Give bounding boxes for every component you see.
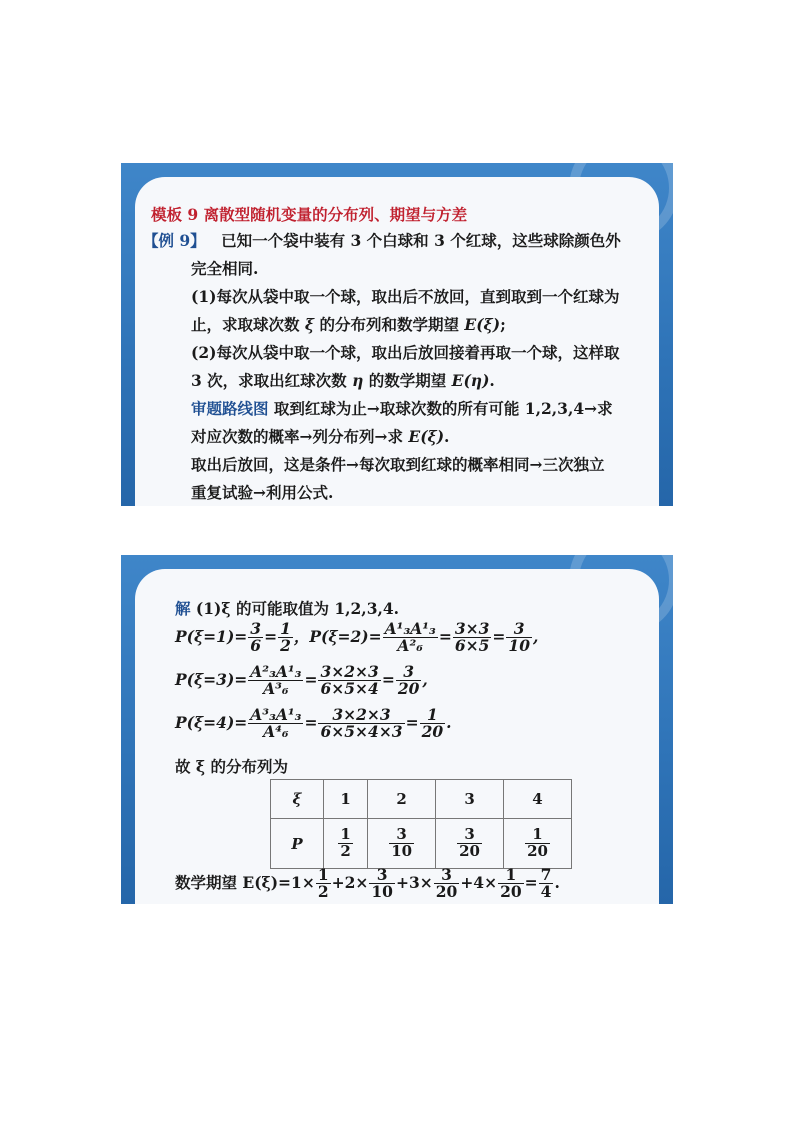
p1-lhs: P(ξ=1)= xyxy=(175,626,248,646)
fraction xyxy=(278,621,293,655)
comma: , xyxy=(532,626,539,646)
fraction xyxy=(539,867,554,901)
table-cell xyxy=(504,819,572,869)
solution-line-1 xyxy=(175,597,399,619)
denominator: 20 xyxy=(397,679,420,699)
expect-prefix: 数学期望 E(ξ)=1× xyxy=(175,872,315,892)
q2-text: 3 次，求取出红球次数 xyxy=(191,371,353,390)
route-label: 审题路线图 xyxy=(191,399,269,418)
denominator: 20 xyxy=(527,842,548,860)
question-1-line-1: (1)每次从袋中取一个球，取出后不放回，直到取到一个红球为 xyxy=(191,287,620,306)
q2-var: η xyxy=(352,371,364,390)
route-expect: E(ξ) xyxy=(408,427,445,446)
numerator: 3 xyxy=(389,827,414,844)
fraction xyxy=(396,664,422,698)
fraction xyxy=(318,664,380,698)
denominator: 10 xyxy=(391,842,413,860)
equals: = xyxy=(264,626,278,646)
prob-line-1 xyxy=(175,621,538,655)
fraction xyxy=(316,867,331,901)
denominator: 2 xyxy=(340,842,351,860)
numerator: 3 xyxy=(434,867,460,884)
expect-term: +4× xyxy=(460,872,498,892)
slide-card xyxy=(135,177,659,506)
denominator: 20 xyxy=(500,882,522,902)
fraction xyxy=(248,621,263,655)
distribution-table xyxy=(270,779,572,869)
fraction xyxy=(248,707,303,741)
denominator: 4 xyxy=(540,882,552,902)
period: . xyxy=(554,872,560,892)
table-cell: 3 xyxy=(436,780,504,819)
slide-card xyxy=(135,569,659,904)
denominator: 2 xyxy=(317,882,329,902)
question-2-line-2 xyxy=(191,369,495,391)
problem-line-1 xyxy=(143,229,621,251)
q1-text: 止，求取球次数 xyxy=(191,315,305,334)
equals: = xyxy=(304,712,318,732)
question-2-line-1: (2)每次从袋中取一个球，取出后放回接着再取一个球，这样取 xyxy=(191,343,620,362)
numerator: 3 xyxy=(250,619,262,638)
p4-lhs: P(ξ=4)= xyxy=(175,712,248,732)
table-row xyxy=(271,780,572,819)
numerator: 3×2×3 xyxy=(318,707,404,724)
numerator: 3 xyxy=(506,621,532,638)
fraction xyxy=(525,827,550,860)
numerator: 7 xyxy=(540,865,552,884)
p2-lhs: ，P(ξ=2)= xyxy=(293,626,382,646)
fraction xyxy=(498,867,524,901)
expect-term: +2× xyxy=(331,872,369,892)
route-line-3: 取出后放回，这是条件→每次取到红球的概率相同→三次独立 xyxy=(191,455,605,474)
expectation-line xyxy=(175,867,560,901)
numerator: 3 xyxy=(457,827,482,844)
period: . xyxy=(446,712,452,732)
table-cell: ξ xyxy=(271,780,324,819)
solution-text: (1)ξ 的可能取值为 1,2,3,4. xyxy=(190,599,400,618)
q2-text-mid: 的数学期望 xyxy=(363,371,452,390)
denominator: 10 xyxy=(371,882,393,902)
denominator: 6 xyxy=(250,636,262,656)
route-text-2: 对应次数的概率→列分布列→求 xyxy=(191,427,409,446)
table-cell xyxy=(436,819,504,869)
numerator: 1 xyxy=(340,825,351,844)
table-cell: 2 xyxy=(368,780,436,819)
distribution-intro: 故 ξ 的分布列为 xyxy=(175,757,288,776)
example-tag: 【例 9】 xyxy=(143,231,206,250)
q1-text-mid: 的分布列和数学期望 xyxy=(314,315,465,334)
q2-suffix: . xyxy=(489,371,495,390)
numerator: 1 xyxy=(525,827,550,844)
fraction xyxy=(248,664,303,698)
denominator: A⁴₆ xyxy=(263,722,289,742)
denominator: 6×5×4 xyxy=(320,679,379,699)
denominator: 6×5 xyxy=(454,636,490,656)
slide-solution xyxy=(121,555,673,904)
fraction xyxy=(420,707,446,741)
route-line-1 xyxy=(191,397,613,419)
denominator: 20 xyxy=(421,722,444,742)
q1-suffix: ; xyxy=(500,315,506,334)
prob-line-4 xyxy=(175,707,452,741)
equals: = xyxy=(405,712,419,732)
table-cell xyxy=(368,819,436,869)
numerator: A³₃A¹₃ xyxy=(250,705,302,724)
problem-text: 已知一个袋中装有 3 个白球和 3 个红球，这些球除颜色外 xyxy=(221,231,621,250)
numerator: 1 xyxy=(498,867,524,884)
equals: = xyxy=(304,669,318,689)
numerator: 1 xyxy=(280,619,291,638)
fraction xyxy=(318,707,404,741)
fraction xyxy=(506,621,532,655)
denominator: A³₆ xyxy=(263,679,289,699)
q1-expect: E(ξ) xyxy=(464,315,501,334)
table-cell xyxy=(324,819,368,869)
denominator: 20 xyxy=(435,882,458,902)
equals: = xyxy=(381,669,395,689)
numerator: 3 xyxy=(369,867,395,884)
denominator: A²₆ xyxy=(397,636,424,656)
denominator: 10 xyxy=(508,636,530,656)
equals: = xyxy=(438,626,452,646)
numerator: 3×2×3 xyxy=(320,662,379,681)
equals: = xyxy=(492,626,506,646)
denominator: 20 xyxy=(459,842,480,860)
fraction xyxy=(383,621,438,655)
question-1-line-2 xyxy=(191,313,506,335)
fraction xyxy=(389,827,414,860)
numerator: 1 xyxy=(317,865,329,884)
comma: , xyxy=(422,669,428,689)
fraction xyxy=(338,827,352,860)
equals: = xyxy=(524,872,538,892)
route-text: 取到红球为止→取球次数的所有可能 1,2,3,4→求 xyxy=(268,399,613,418)
expect-term: +3× xyxy=(395,872,433,892)
prob-line-3 xyxy=(175,664,428,698)
numerator: 3 xyxy=(396,664,422,681)
slide-problem xyxy=(121,163,673,506)
fraction xyxy=(369,867,395,901)
table-cell: 4 xyxy=(504,780,572,819)
numerator: 3×3 xyxy=(454,619,490,638)
template-title: 模板 9 离散型随机变量的分布列、期望与方差 xyxy=(151,205,468,224)
fraction xyxy=(457,827,482,860)
fraction xyxy=(434,867,460,901)
numerator: A²₃A¹₃ xyxy=(250,662,302,681)
route-line-4: 重复试验→利用公式. xyxy=(191,483,334,502)
route-suffix: . xyxy=(444,427,450,446)
fraction xyxy=(453,621,492,655)
denominator: 2 xyxy=(280,636,291,656)
q2-expect: E(η) xyxy=(451,371,490,390)
table-cell: 1 xyxy=(324,780,368,819)
q1-var: ξ xyxy=(304,315,315,334)
table-row xyxy=(271,819,572,869)
numerator: 1 xyxy=(420,707,446,724)
route-line-2 xyxy=(191,425,449,447)
table-cell: P xyxy=(271,819,324,869)
p3-lhs: P(ξ=3)= xyxy=(175,669,248,689)
solution-label: 解 xyxy=(175,599,191,618)
denominator: 6×5×4×3 xyxy=(320,722,403,742)
problem-line-2: 完全相同. xyxy=(191,259,259,278)
numerator: A¹₃A¹₃ xyxy=(384,619,436,638)
